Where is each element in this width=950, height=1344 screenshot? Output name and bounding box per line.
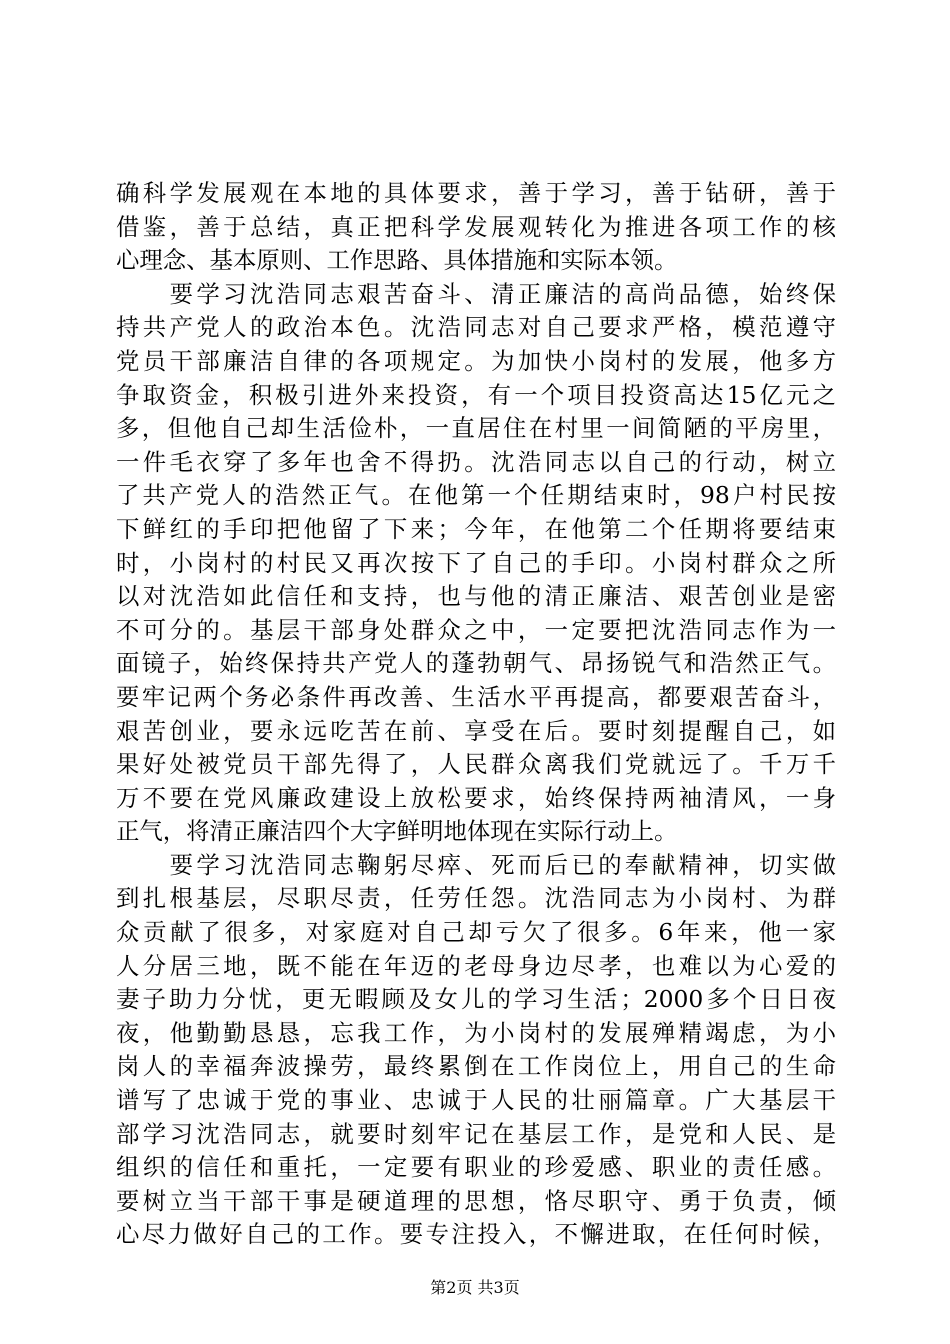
text-line: 人分居三地，既不能在年迈的老母身边尽孝，也难以为心爱的: [116, 951, 836, 980]
document-body: [116, 177, 836, 1252]
text-line: 谱写了忠诚于党的事业、忠诚于人民的壮丽篇章。广大基层干: [116, 1086, 836, 1115]
page-footer: 第2页 共3页: [430, 1278, 520, 1297]
text-line: 心尽力做好自己的工作。要专注投入，不懈进取，在任何时候，: [116, 1220, 836, 1249]
text-line: 确科学发展观在本地的具体要求，善于学习，善于钻研，善于: [116, 179, 836, 207]
text-line: 持共产党人的政治本色。沈浩同志对自己要求严格，模范遵守: [116, 313, 836, 342]
text-line: 一件毛衣穿了多年也舍不得扔。沈浩同志以自己的行动，树立: [116, 447, 836, 476]
text-line: 借鉴，善于总结，真正把科学发展观转化为推进各项工作的核: [116, 212, 836, 241]
text-line: 众贡献了很多，对家庭对自己却亏欠了很多。6年来，他一家: [116, 918, 836, 947]
text-line: 要牢记两个务必条件再改善、生活水平再提高，都要艰苦奋斗，: [116, 682, 836, 711]
text-line: 组织的信任和重托，一定要有职业的珍爱感、职业的责任感。: [116, 1153, 836, 1182]
text-line: 面镜子，始终保持共产党人的蓬勃朝气、昂扬锐气和浩然正气。: [116, 649, 836, 678]
text-line: 下鲜红的手印把他留了下来；今年，在他第二个任期将要结束: [116, 514, 836, 543]
text-line: 正气，将清正廉洁四个大字鲜明地体现在实际行动上。: [116, 817, 678, 846]
text-line: 万不要在党风廉政建设上放松要求，始终保持两袖清风，一身: [116, 783, 836, 812]
text-line: 岗人的幸福奔波操劳，最终累倒在工作岗位上，用自己的生命: [116, 1052, 836, 1081]
text-line: 多，但他自己却生活俭朴，一直居住在村里一间简陋的平房里，: [116, 414, 836, 443]
text-line: 果好处被党员干部先得了，人民群众离我们党就远了。千万千: [116, 750, 836, 779]
text-line: 部学习沈浩同志，就要时刻牢记在基层工作，是党和人民、是: [116, 1119, 836, 1148]
text-line: 要树立当干部干事是硬道理的思想，恪尽职守、勇于负责，倾: [116, 1186, 836, 1215]
text-line: 要学习沈浩同志鞠躬尽瘁、死而后已的奉献精神，切实做: [116, 850, 836, 879]
text-line: 争取资金，积极引进外来投资，有一个项目投资高达15亿元之: [116, 380, 836, 409]
text-line: 要学习沈浩同志艰苦奋斗、清正廉洁的高尚品德，始终保: [116, 279, 836, 308]
text-line: 夜，他勤勤恳恳，忘我工作，为小岗村的发展殚精竭虑，为小: [116, 1018, 836, 1047]
text-line: 党员干部廉洁自律的各项规定。为加快小岗村的发展，他多方: [116, 346, 836, 375]
text-line: 时，小岗村的村民又再次按下了自己的手印。小岗村群众之所: [116, 548, 836, 577]
text-line: 以对沈浩如此信任和支持，也与他的清正廉洁、艰苦创业是密: [116, 582, 836, 611]
text-line: 不可分的。基层干部身处群众之中，一定要把沈浩同志作为一: [116, 615, 836, 644]
text-line: 了共产党人的浩然正气。在他第一个任期结束时，98户村民按: [116, 481, 836, 510]
text-line: 心理念、基本原则、工作思路、具体措施和实际本领。: [116, 246, 678, 275]
text-line: 妻子助力分忧，更无暇顾及女儿的学习生活；2000多个日日夜: [116, 985, 836, 1014]
text-line: 艰苦创业，要永远吃苦在前、享受在后。要时刻提醒自己，如: [116, 716, 836, 745]
text-line: 到扎根基层，尽职尽责，任劳任怨。沈浩同志为小岗村、为群: [116, 884, 836, 913]
